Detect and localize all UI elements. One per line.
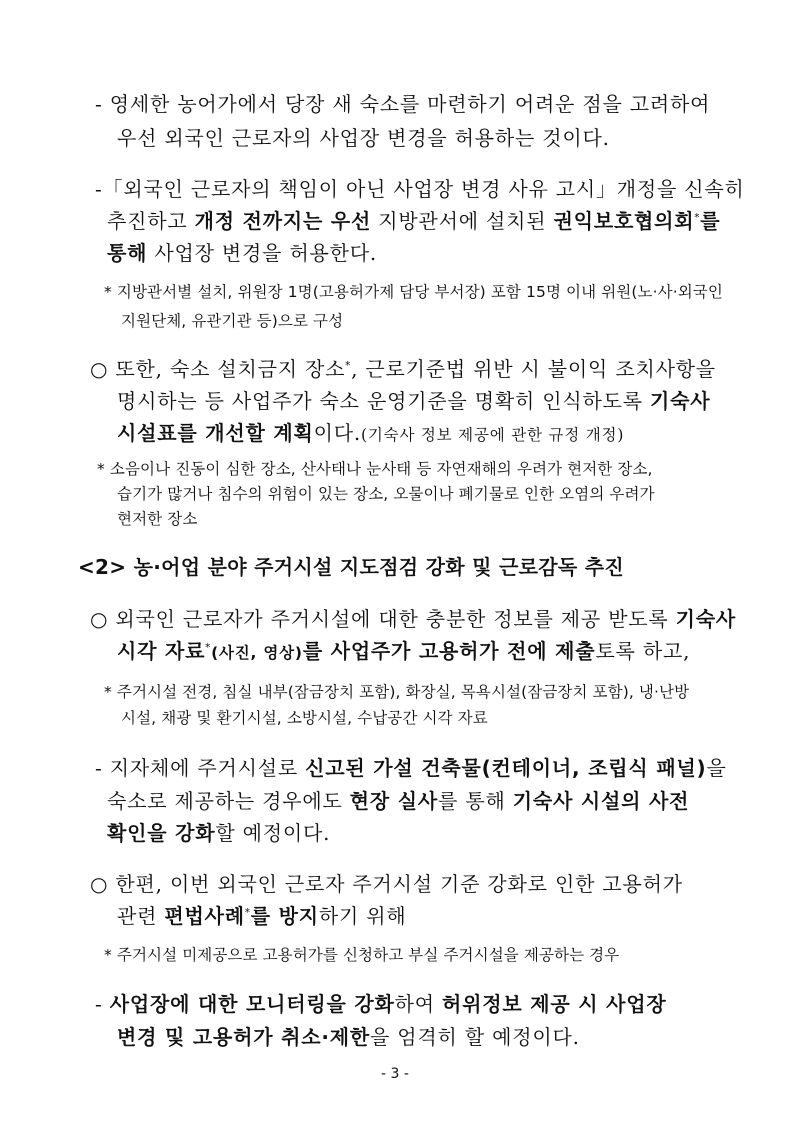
footnote-2-line-1: * 소음이나 진동이 심한 장소, 산사태나 눈사태 등 자연재해의 우려가 현저한 장소,	[97, 460, 653, 478]
emphasis-span: 개정 전까지는 우선	[194, 209, 372, 233]
emphasis-span: 를	[700, 209, 721, 233]
emphasis-span: (사진, 영상)	[211, 644, 303, 662]
text-span: 을	[706, 756, 727, 780]
text-span: 명시하는 등 사업주가 숙소 운영기준을 명확히 인식하도록	[117, 389, 650, 413]
footnote-mark: *	[694, 212, 701, 224]
text-span: 하여	[394, 992, 442, 1016]
paragraph-6-line-1: ○ 한편, 이번 외국인 근로자 주거시설 기준 강화로 인한 고용허가	[90, 872, 683, 896]
emphasis-span: 편법사례	[164, 904, 245, 928]
text-span: 하기 위해	[318, 904, 407, 928]
text-span: 토록 하고,	[595, 639, 691, 663]
paragraph-3-line-2	[117, 385, 710, 414]
footnote-1-line-1: * 지방관서별 설치, 위원장 1명(고용허가제 담당 부서장) 포함 15명 이내 위원(노·사·외국인	[104, 283, 723, 301]
emphasis-span: 현장 실사	[349, 789, 439, 813]
footnote-3-line-1: * 주거시설 전경, 침실 내부(잠금장치 포함), 화장실, 목욕시설(잠금장치 포함), 냉·난방	[104, 683, 690, 701]
emphasis-span: 시각 자료	[117, 639, 206, 663]
paragraph-5-line-2	[107, 785, 689, 814]
text-span: - 지자체에 주거시설로	[95, 756, 306, 780]
paragraph-2-line-1: -「외국인 근로자의 책임이 아닌 사업장 변경 사유 고시」개정을 신속히	[95, 177, 745, 201]
footnote-mark: *	[345, 360, 352, 372]
paragraph-7-line-1	[95, 988, 666, 1017]
emphasis-span: 허위정보 제공 시 사업장	[441, 992, 667, 1016]
emphasis-span: 권익보호협의회	[553, 209, 695, 233]
emphasis-span: 확인을 강화	[107, 821, 216, 845]
emphasis-span: 를 방지	[250, 904, 319, 928]
text-span: 추진하고	[107, 209, 195, 233]
paragraph-3-line-3	[117, 417, 624, 446]
text-span: 할 예정이다.	[215, 821, 331, 845]
footnote-3-line-2: 시설, 채광 및 환기시설, 소방시설, 수납공간 시각 자료	[121, 709, 488, 727]
footnote-2-line-3: 현저한 장소	[117, 510, 198, 528]
paragraph-2-line-3	[107, 237, 377, 266]
emphasis-span: 신고된 가설 건축물(컨테이너, 조립식 패널)	[305, 756, 707, 780]
emphasis-span: 변경 및 고용허가 취소·제한	[117, 1025, 371, 1049]
emphasis-span: 사업장에 대한 모니터링을 강화	[109, 992, 395, 1016]
paragraph-3-line-1	[90, 353, 716, 382]
paragraph-7-line-2	[117, 1021, 580, 1050]
emphasis-span: 통해	[107, 241, 148, 265]
footnote-4: * 주거시설 미제공으로 고용허가를 신청하고 부실 주거시설을 제공하는 경우	[104, 946, 620, 964]
text-span: , 근로기준법 위반 시 불이익 조치사항을	[351, 357, 716, 381]
footnote-mark: *	[244, 907, 251, 919]
emphasis-span: 기숙사	[649, 389, 711, 413]
text-span: 을 엄격히 할 예정이다.	[370, 1025, 580, 1049]
section-heading: <2> 농·어업 분야 주거시설 지도점검 강화 및 근로감독 추진	[78, 555, 624, 579]
text-span: 관련	[117, 904, 165, 928]
text-span: ○ 또한, 숙소 설치금지 장소	[90, 357, 346, 381]
paragraph-1-line-2: 우선 외국인 근로자의 사업장 변경을 허용하는 것이다.	[117, 126, 610, 150]
paragraph-6-line-2	[117, 900, 406, 929]
paragraph-1-line-1: - 영세한 농어가에서 당장 새 숙소를 마련하기 어려운 점을 고려하여	[95, 92, 711, 116]
text-span: (기숙사 정보 제공에 관한 규정 개정)	[361, 426, 625, 444]
paragraph-5-line-3	[107, 817, 330, 846]
emphasis-span: 기숙사	[675, 607, 737, 631]
footnote-2-line-2: 습기가 많거나 침수의 위험이 있는 장소, 오물이나 폐기물로 인한 오염의 우려가	[117, 485, 655, 503]
paragraph-4-line-1	[90, 603, 736, 632]
page-number: - 3 -	[381, 1066, 409, 1082]
paragraph-4-line-2	[117, 635, 690, 664]
text-span: 이다.	[313, 421, 362, 445]
emphasis-span: 를 사업주가 고용허가 전에 제출	[302, 639, 596, 663]
text-span: 를 통해	[438, 789, 513, 813]
paragraph-2-line-2	[107, 205, 720, 234]
footnote-1-line-2: 지원단체, 유관기관 등)으로 구성	[121, 312, 344, 330]
text-span: 숙소로 제공하는 경우에도	[107, 789, 350, 813]
emphasis-span: 기숙사 시설의 사전	[512, 789, 690, 813]
text-span: ○ 외국인 근로자가 주거시설에 대한 충분한 정보를 제공 받도록	[90, 607, 676, 631]
text-span: -	[95, 992, 110, 1016]
text-span: 사업장 변경을 허용한다.	[147, 241, 378, 265]
paragraph-5-line-1	[95, 752, 727, 781]
text-span: 지방관서에 설치된	[371, 209, 554, 233]
footnote-mark: *	[205, 642, 212, 654]
emphasis-span: 시설표를 개선할 계획	[117, 421, 314, 445]
